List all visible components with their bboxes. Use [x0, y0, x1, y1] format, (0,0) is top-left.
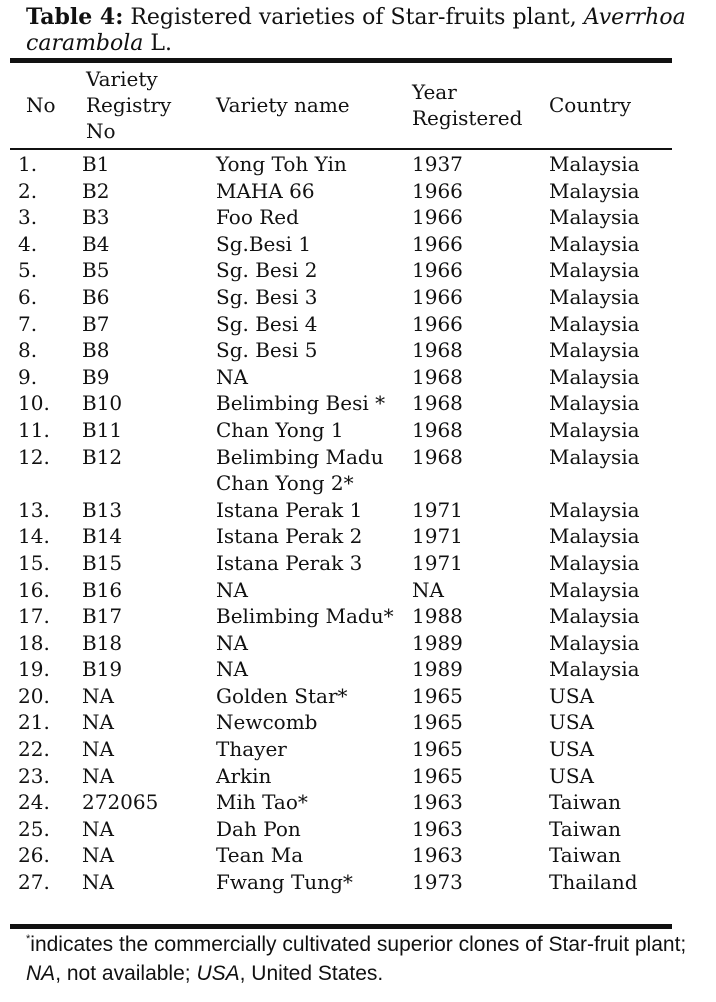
- cell-registry-no: B6: [82, 284, 110, 309]
- caption-species: carambola: [26, 31, 144, 56]
- cell-no: 6.: [18, 284, 38, 309]
- cell-no: 21.: [18, 710, 50, 735]
- cell-country: Malaysia: [549, 311, 640, 336]
- cell-year: 1968: [412, 391, 463, 416]
- cell-year: 1966: [412, 258, 463, 283]
- footnote-text-1: indicates the commercially cultivated superior clones of Star-fruit plant;: [30, 933, 687, 956]
- cell-variety-name: Belimbing Besi *: [216, 391, 386, 416]
- cell-country: Malaysia: [549, 178, 640, 203]
- cell-year: 1963: [412, 816, 463, 841]
- cell-no: 7.: [18, 311, 38, 336]
- cell-country: Malaysia: [549, 152, 640, 176]
- cell-variety-name: Golden Star*: [216, 683, 348, 708]
- cell-year: 1966: [412, 231, 463, 256]
- cell-country: Malaysia: [549, 364, 640, 389]
- cell-year: 1968: [412, 338, 463, 363]
- cell-registry-no: B13: [82, 497, 123, 522]
- cell-registry-no: B3: [82, 205, 110, 230]
- cell-variety-name: Tean Ma: [216, 843, 304, 868]
- cell-no: 25.: [18, 816, 50, 841]
- cell-variety-name: Thayer: [216, 737, 287, 762]
- header-no: No: [26, 93, 56, 117]
- table-row: [18, 603, 672, 630]
- cell-registry-no: B5: [82, 258, 110, 283]
- cell-no: 1.: [18, 152, 38, 176]
- cell-registry-no: B18: [82, 630, 123, 655]
- cell-variety-name: Belimbing Madu Chan Yong 2*: [216, 444, 384, 496]
- cell-country: Malaysia: [549, 497, 640, 522]
- header-registry-line1: Variety: [86, 67, 158, 91]
- cell-registry-no: B4: [82, 231, 110, 256]
- cell-variety-name: NA: [216, 630, 248, 655]
- cell-registry-no: B12: [82, 444, 123, 469]
- cell-country: Taiwan: [549, 843, 622, 868]
- cell-variety-name: NA: [216, 364, 248, 389]
- table-row: [18, 550, 672, 577]
- cell-year: 1965: [412, 737, 463, 762]
- cell-variety-name: Newcomb: [216, 710, 318, 735]
- cell-country: USA: [549, 710, 594, 735]
- cell-year: 1963: [412, 790, 463, 815]
- cell-country: Malaysia: [549, 258, 640, 283]
- cell-registry-no: NA: [82, 843, 114, 868]
- table-row: [18, 577, 672, 604]
- caption-label: Table 4:: [26, 4, 124, 30]
- varieties-table: [18, 151, 672, 896]
- cell-year: 1968: [412, 444, 463, 469]
- caption-text: Registered varieties of Star-fruits plant,: [123, 5, 584, 30]
- header-registry: [86, 66, 171, 144]
- table-row: [18, 789, 672, 816]
- cell-no: 23.: [18, 763, 50, 788]
- footnote-mark: *: [26, 933, 31, 945]
- cell-registry-no: NA: [82, 710, 114, 735]
- cell-year: 1963: [412, 843, 463, 868]
- cell-year: 1968: [412, 364, 463, 389]
- cell-year: 1988: [412, 604, 463, 629]
- cell-registry-no: 272065: [82, 790, 159, 815]
- cell-no: 18.: [18, 630, 50, 655]
- table-row: [18, 736, 672, 763]
- cell-year: 1989: [412, 657, 463, 682]
- cell-variety-name: Sg. Besi 2: [216, 258, 318, 283]
- table-row: [18, 683, 672, 710]
- cell-year: 1965: [412, 683, 463, 708]
- table-row: [18, 390, 672, 417]
- header-variety-name: Variety name: [216, 93, 350, 117]
- table-row: [18, 816, 672, 843]
- table-row: [18, 231, 672, 258]
- table-row: [18, 444, 672, 497]
- cell-variety-name: Belimbing Madu*: [216, 604, 394, 629]
- cell-no: 3.: [18, 205, 38, 230]
- table-row: [18, 364, 672, 391]
- cell-no: 14.: [18, 524, 50, 549]
- cell-country: Malaysia: [549, 524, 640, 549]
- table-row: [18, 178, 672, 205]
- cell-registry-no: B1: [82, 152, 110, 176]
- table-bottom-rule: [10, 924, 672, 929]
- cell-variety-name: Sg.Besi 1: [216, 231, 312, 256]
- cell-variety-name: Chan Yong 1: [216, 417, 344, 442]
- cell-variety-name: Istana Perak 3: [216, 550, 363, 575]
- cell-registry-no: B9: [82, 364, 110, 389]
- cell-country: Malaysia: [549, 205, 640, 230]
- footnote-text-3: , United States.: [239, 962, 384, 985]
- cell-year: 1966: [412, 178, 463, 203]
- cell-country: Malaysia: [549, 657, 640, 682]
- cell-year: 1965: [412, 710, 463, 735]
- cell-variety-name: Istana Perak 2: [216, 524, 363, 549]
- table-row: [18, 204, 672, 231]
- table-row: [18, 417, 672, 444]
- cell-year: 1966: [412, 311, 463, 336]
- caption-genus: Averrhoa: [583, 5, 686, 30]
- table-footnote: [26, 930, 710, 988]
- table-row: [18, 284, 672, 311]
- cell-no: 22.: [18, 737, 50, 762]
- table-row: [18, 523, 672, 550]
- table-caption: [26, 4, 706, 57]
- table-row: [18, 311, 672, 338]
- cell-no: 24.: [18, 790, 50, 815]
- cell-year: 1965: [412, 763, 463, 788]
- cell-registry-no: B10: [82, 391, 123, 416]
- table-row: [18, 656, 672, 683]
- header-country: Country: [549, 93, 632, 117]
- cell-registry-no: B17: [82, 604, 123, 629]
- cell-registry-no: B11: [82, 417, 123, 442]
- cell-year: 1989: [412, 630, 463, 655]
- cell-country: Malaysia: [549, 231, 640, 256]
- caption-author: L.: [143, 31, 173, 56]
- cell-registry-no: NA: [82, 763, 114, 788]
- cell-country: Malaysia: [549, 417, 640, 442]
- table-row: [18, 842, 672, 869]
- cell-year: 1966: [412, 205, 463, 230]
- cell-year: NA: [412, 577, 444, 602]
- cell-no: 2.: [18, 178, 38, 203]
- cell-variety-name: Foo Red: [216, 205, 299, 230]
- table-row: [18, 709, 672, 736]
- cell-variety-name: Fwang Tung*: [216, 870, 353, 895]
- cell-country: Malaysia: [549, 604, 640, 629]
- cell-country: Malaysia: [549, 338, 640, 363]
- cell-country: Malaysia: [549, 391, 640, 416]
- cell-registry-no: B14: [82, 524, 123, 549]
- table-top-rule: [10, 58, 672, 63]
- cell-no: 11.: [18, 417, 50, 442]
- table-row: [18, 630, 672, 657]
- cell-country: Malaysia: [549, 630, 640, 655]
- cell-no: 20.: [18, 683, 50, 708]
- header-registry-line2: Registry: [86, 93, 172, 117]
- cell-variety-name: NA: [216, 577, 248, 602]
- cell-year: 1937: [412, 152, 463, 176]
- cell-no: 4.: [18, 231, 38, 256]
- cell-variety-name: Istana Perak 1: [216, 497, 363, 522]
- cell-country: Malaysia: [549, 284, 640, 309]
- table-row: [18, 763, 672, 790]
- cell-no: 8.: [18, 338, 38, 363]
- header-year-line1: Year: [412, 80, 457, 104]
- footnote-usa-abbr: USA: [196, 962, 240, 985]
- footnote-na-abbr: NA: [26, 962, 56, 985]
- cell-country: Thailand: [549, 870, 638, 895]
- cell-no: 9.: [18, 364, 38, 389]
- table-row: [18, 869, 672, 896]
- cell-registry-no: NA: [82, 683, 114, 708]
- cell-registry-no: NA: [82, 816, 114, 841]
- cell-no: 16.: [18, 577, 50, 602]
- cell-variety-name: Sg. Besi 3: [216, 284, 318, 309]
- cell-no: 13.: [18, 497, 50, 522]
- cell-variety-name: Arkin: [216, 763, 272, 788]
- cell-variety-name: Sg. Besi 4: [216, 311, 318, 336]
- cell-variety-name: MAHA 66: [216, 178, 315, 203]
- cell-no: 10.: [18, 391, 50, 416]
- header-year-line2: Registered: [412, 106, 523, 130]
- cell-country: USA: [549, 683, 594, 708]
- cell-registry-no: B8: [82, 338, 110, 363]
- table-row: [18, 257, 672, 284]
- cell-variety-name: Sg. Besi 5: [216, 338, 318, 363]
- header-year: [412, 79, 522, 131]
- cell-no: 5.: [18, 258, 38, 283]
- cell-variety-name: Mih Tao*: [216, 790, 308, 815]
- cell-no: 17.: [18, 604, 50, 629]
- cell-country: USA: [549, 737, 594, 762]
- cell-year: 1971: [412, 550, 463, 575]
- cell-no: 15.: [18, 550, 50, 575]
- cell-country: USA: [549, 763, 594, 788]
- cell-registry-no: B7: [82, 311, 110, 336]
- table-row: [18, 497, 672, 524]
- cell-variety-name: Dah Pon: [216, 816, 301, 841]
- cell-country: Taiwan: [549, 790, 622, 815]
- cell-no: 12.: [18, 444, 50, 469]
- table-row: [18, 337, 672, 364]
- cell-year: 1971: [412, 524, 463, 549]
- cell-country: Malaysia: [549, 550, 640, 575]
- cell-no: 27.: [18, 870, 50, 895]
- cell-no: 19.: [18, 657, 50, 682]
- cell-registry-no: B19: [82, 657, 123, 682]
- varieties-table-body: [18, 151, 672, 896]
- cell-year: 1971: [412, 497, 463, 522]
- cell-variety-name: NA: [216, 657, 248, 682]
- header-registry-line3: No: [86, 119, 116, 143]
- cell-year: 1973: [412, 870, 463, 895]
- footnote-text-2: , not available;: [55, 962, 197, 985]
- cell-year: 1968: [412, 417, 463, 442]
- cell-variety-name: Yong Toh Yin: [216, 152, 347, 176]
- cell-registry-no: B16: [82, 577, 123, 602]
- header-rule: [10, 148, 672, 150]
- cell-registry-no: B2: [82, 178, 110, 203]
- cell-country: Malaysia: [549, 444, 640, 469]
- cell-country: Malaysia: [549, 577, 640, 602]
- table-row: [18, 151, 672, 178]
- cell-registry-no: NA: [82, 870, 114, 895]
- cell-registry-no: B15: [82, 550, 123, 575]
- cell-country: Taiwan: [549, 816, 622, 841]
- cell-year: 1966: [412, 284, 463, 309]
- cell-no: 26.: [18, 843, 50, 868]
- cell-registry-no: NA: [82, 737, 114, 762]
